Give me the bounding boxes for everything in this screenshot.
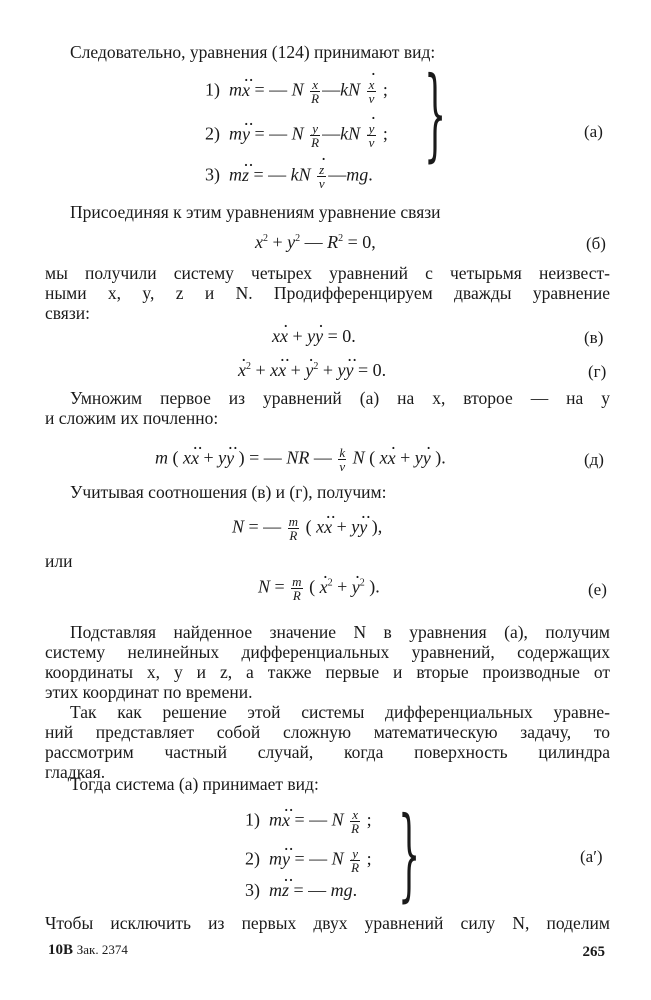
- paragraph-substitute-line2: систему нелинейных дифференциальных уравнений, содержащих: [45, 642, 610, 662]
- label-b: (б): [586, 234, 606, 253]
- label-a: (а): [584, 122, 603, 141]
- equation-a2-2: 2) my ·· = — N $\frac{y}{R}$ ;: [245, 847, 372, 874]
- equation-v: xx · + yy · = 0.: [272, 326, 356, 347]
- paragraph-multiply-line2: и сложим их почленно:: [45, 408, 219, 428]
- equation-d: m ( xx ·· + yy ·· ) = — NR — $\frac{k}{v}$ N ( xx · + yy · ).: [155, 446, 446, 473]
- paragraph-multiply-line1: Умножим первое из уравнений (а) на x, второе — на y: [70, 388, 610, 408]
- right-brace-a: }: [424, 55, 447, 172]
- page-number: 265: [582, 944, 605, 960]
- paragraph-since-line4: гладкая.: [45, 762, 106, 782]
- equation-a2: 2) my ·· = — N $\frac{y}{R}$ —kN $\frac{y \cdot}{v}$ ;: [205, 122, 388, 149]
- equation-a2-3: 3) mz ·· = — mg.: [245, 880, 357, 901]
- equation-b: $x^2 + y^2$ — $R^2 = 0$,: [255, 232, 376, 252]
- equation-a1: 1) mx ·· = — N $\frac{x}{R}$ —kN $\frac{x \cdot}{v}$ ;: [205, 78, 388, 105]
- label-e: (е): [588, 580, 607, 599]
- label-a2: (а′): [580, 847, 603, 866]
- paragraph-constraint: Присоединяя к этим уравнениям уравнение связи: [70, 202, 441, 222]
- paragraph-system-line1: мы получили систему четырех уравнений с четырьмя неизвест-: [45, 263, 610, 283]
- paragraph-system-line3: связи:: [45, 303, 90, 323]
- paragraph-system-line2: ными x, y, z и N. Продифференцируем дважды уравнение: [45, 283, 610, 303]
- equation-g: x ·$^2$ + xx ·· + y ·$^2$ + yy ·· = 0.: [238, 360, 386, 381]
- paragraph-exclude: Чтобы исключить из первых двух уравнений силу N, поделим: [45, 913, 610, 933]
- paragraph-substitute-line3: координаты x, y и z, а также первые и вторые производные от: [45, 662, 610, 682]
- paragraph-then: Тогда система (а) принимает вид:: [70, 774, 319, 794]
- paragraph-substitute-line1: Подставляя найденное значение N в уравнения (а), получим: [70, 622, 610, 642]
- footer-order: Зак. 2374: [76, 942, 128, 957]
- paragraph-considering: Учитывая соотношения (в) и (г), получим:: [70, 482, 387, 502]
- paragraph-since-line1: Так как решение этой системы дифференциальных уравне-: [70, 702, 610, 722]
- label-g: (г): [588, 362, 607, 381]
- label-v: (в): [584, 328, 604, 347]
- equation-e: N = $\frac{m}{R}$ ( x ·$^2$ + y ·$^2$ ).: [258, 575, 380, 602]
- paragraph-since-line3: рассмотрим частный случай, когда поверхность цилиндра: [45, 742, 610, 762]
- label-d: (д): [584, 450, 604, 469]
- word-or: или: [45, 551, 73, 571]
- footer-signature: 10В Зак. 2374: [48, 942, 128, 958]
- paragraph-since-line2: ний представляет собой сложную математическую задачу, то: [45, 722, 610, 742]
- equation-n1: N = — $\frac{m}{R}$ ( xx ·· + yy ·· ),: [232, 515, 382, 542]
- paragraph-substitute-line4: этих координат по времени.: [45, 682, 253, 702]
- equation-a3: 3) mz ·· = — kN $\frac{z \cdot}{v}$ —mg.: [205, 163, 373, 190]
- paragraph-intro: Следовательно, уравнения (124) принимают вид:: [70, 42, 436, 62]
- right-brace-a2: }: [398, 795, 421, 912]
- equation-a2-1: 1) mx ·· = — N $\frac{x}{R}$ ;: [245, 808, 372, 835]
